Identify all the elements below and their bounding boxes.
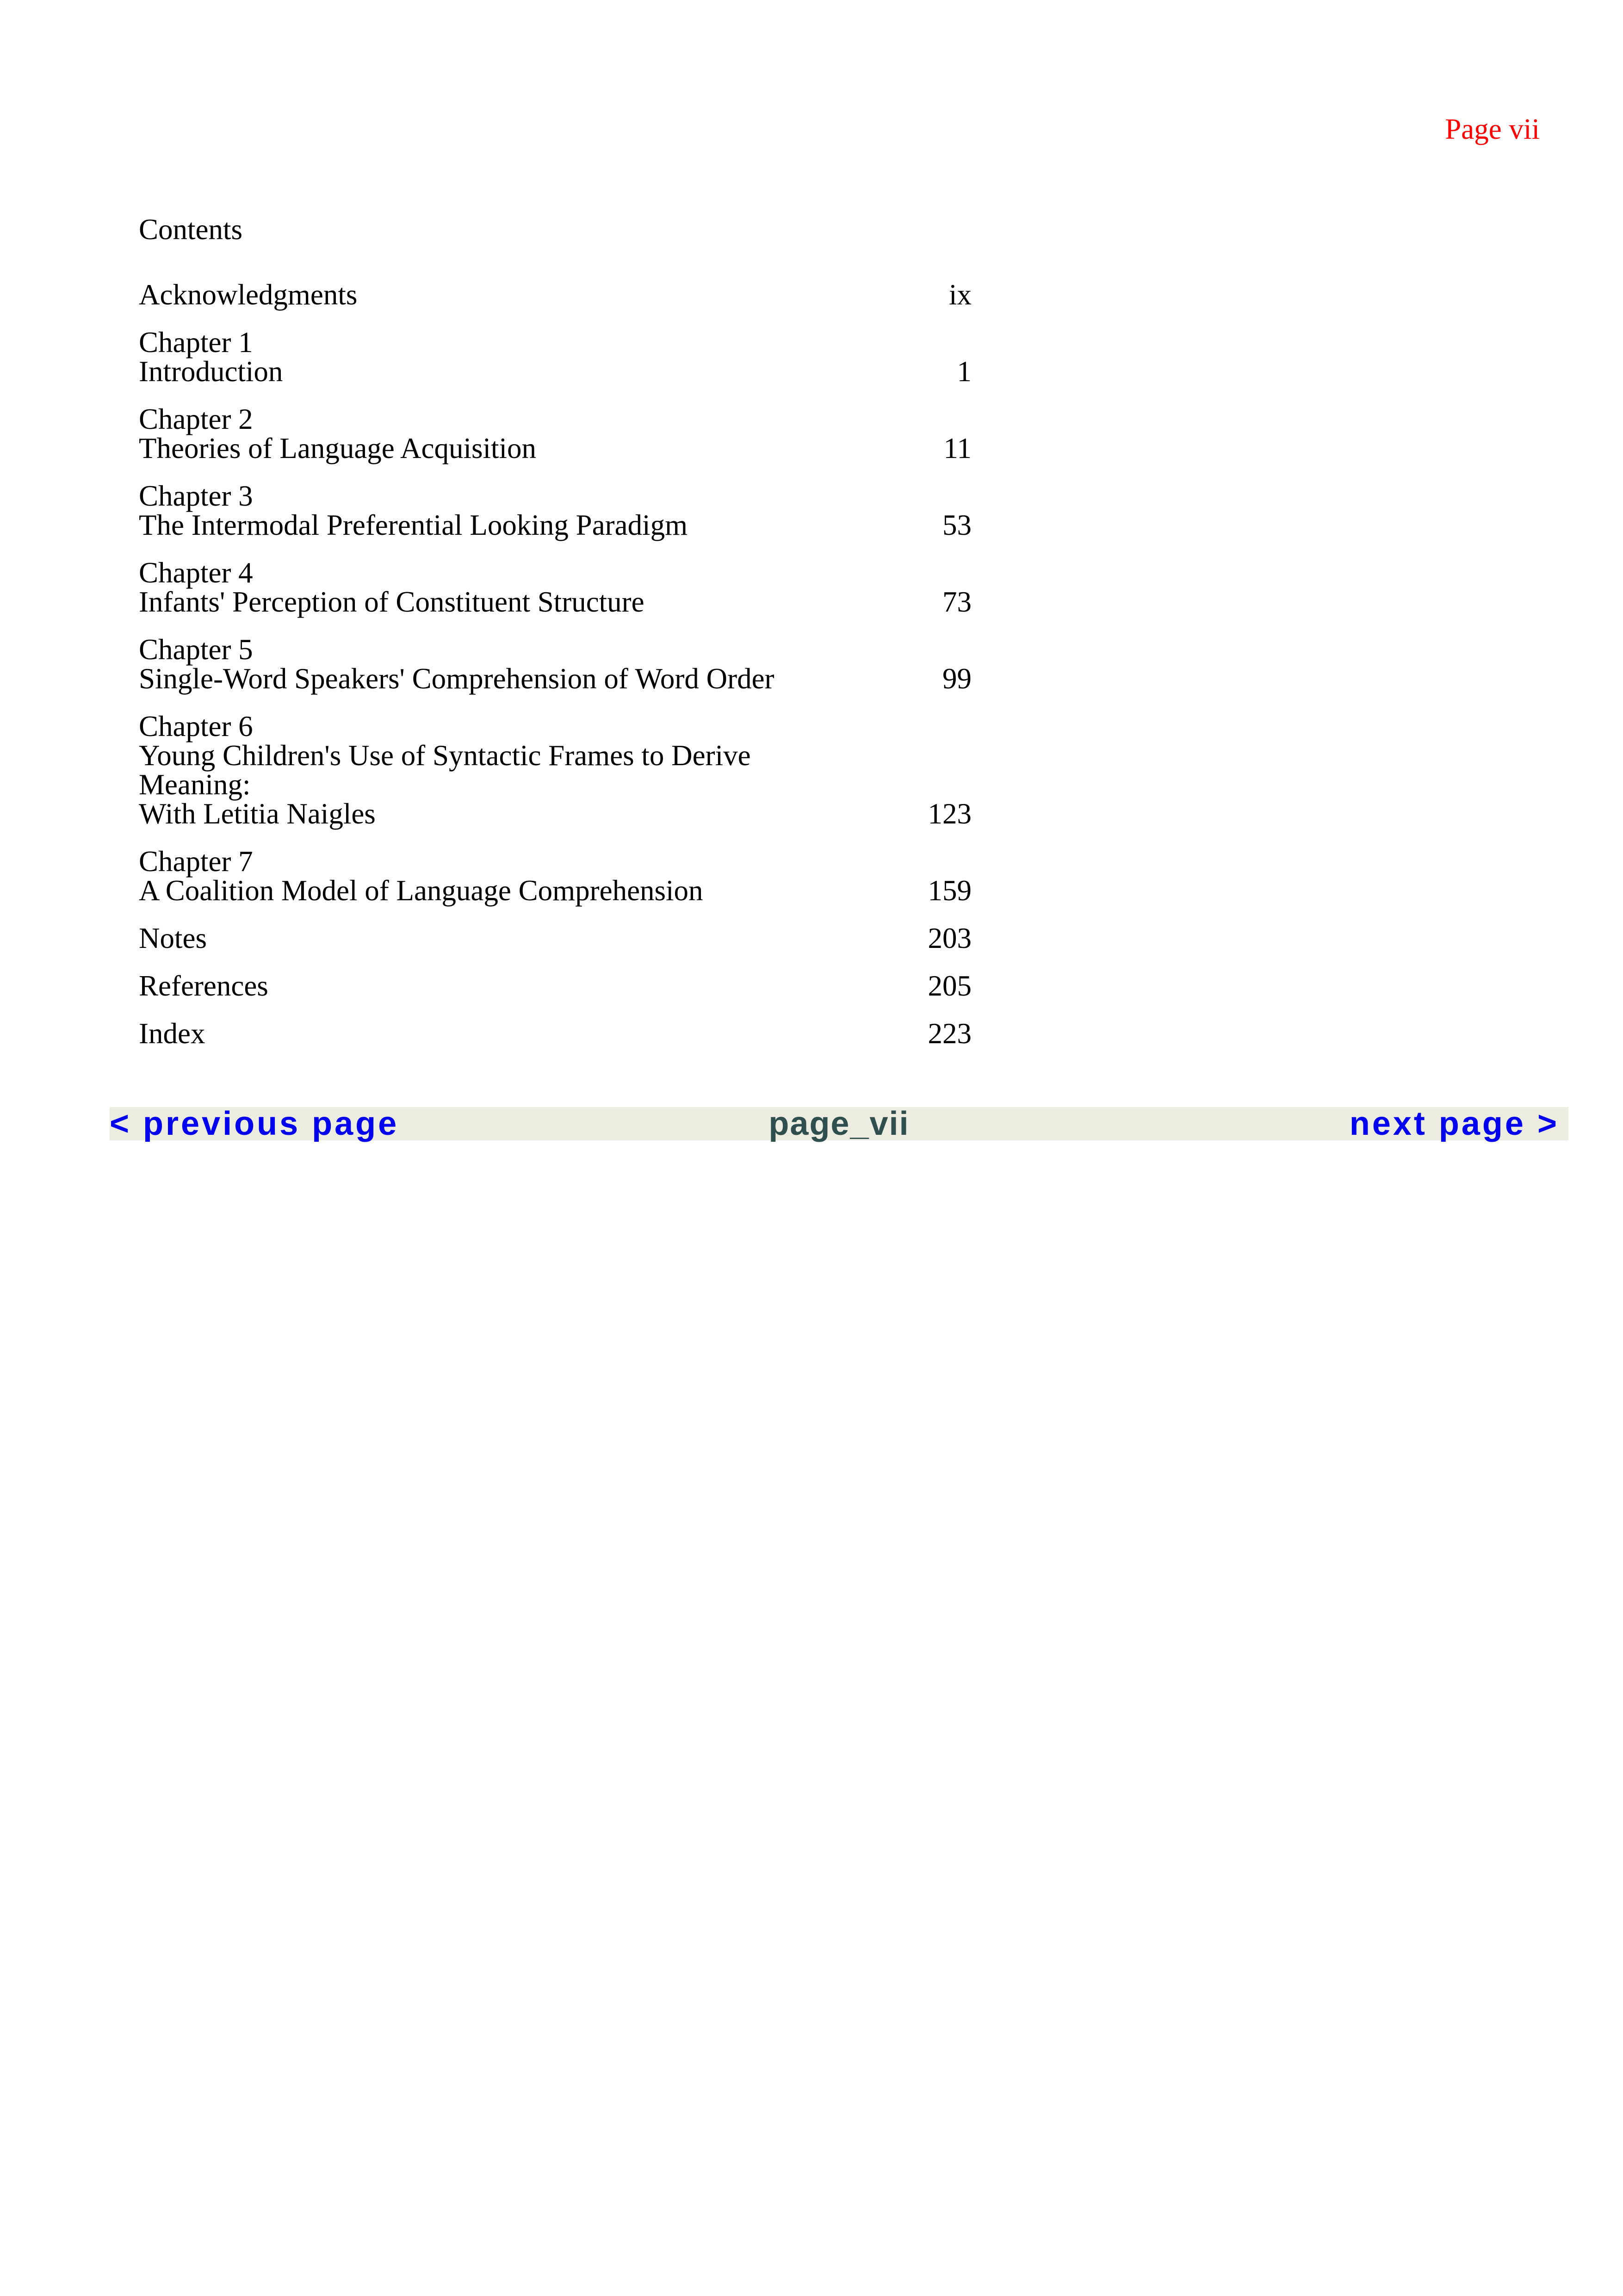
toc-page-number: 1 [957, 355, 972, 388]
toc-page-number: 99 [942, 662, 972, 695]
toc-page-number: 205 [928, 970, 972, 1002]
toc-entry-title: Single-Word Speakers' Comprehension of Word Order [139, 662, 774, 695]
toc-entry [139, 847, 972, 905]
page-marker: Page vii [1445, 113, 1540, 145]
toc-chapter-label: Chapter 4 [139, 557, 253, 589]
toc-entry-title: A Coalition Model of Language Comprehension [139, 874, 703, 907]
toc-chapter-label: Chapter 6 [139, 710, 253, 743]
toc-page-number: 223 [928, 1017, 972, 1050]
toc-entry [139, 558, 972, 617]
toc-chapter-label: Chapter 2 [139, 403, 253, 435]
toc-entry-subtitle: With Letitia Naigles [139, 798, 376, 830]
toc-entry [139, 635, 972, 693]
toc-entry [139, 924, 972, 953]
toc-page-number: 203 [928, 922, 972, 954]
toc-entry [139, 328, 972, 386]
toc-entry [139, 405, 972, 463]
table-of-contents [139, 280, 972, 1067]
toc-chapter-label: Chapter 1 [139, 326, 253, 359]
toc-page-number: 73 [942, 586, 972, 618]
next-page-link[interactable]: next page > [1349, 1105, 1559, 1142]
toc-page-number: ix [948, 278, 972, 311]
toc-entry [139, 280, 972, 309]
toc-page-number: 11 [943, 432, 972, 464]
toc-entry-title: Notes [139, 922, 207, 954]
toc-entry [139, 712, 972, 829]
toc-entry-title: Index [139, 1017, 205, 1050]
toc-entry-title: Acknowledgments [139, 278, 358, 311]
toc-chapter-label: Chapter 7 [139, 845, 253, 878]
toc-heading: Contents [139, 213, 243, 246]
toc-entry-title: The Intermodal Preferential Looking Paradigm [139, 509, 688, 541]
toc-entry [139, 482, 972, 540]
toc-page-number: 53 [942, 509, 972, 541]
toc-page-number: 123 [928, 798, 972, 830]
current-page-label: page_vii [768, 1105, 910, 1142]
page-navigation-bar [110, 1107, 1568, 1140]
toc-entry-title: Infants' Perception of Constituent Structure [139, 586, 644, 618]
previous-page-link[interactable]: < previous page [110, 1105, 399, 1142]
toc-chapter-label: Chapter 3 [139, 480, 253, 512]
toc-entry-title: Theories of Language Acquisition [139, 432, 537, 464]
toc-entry-title: Young Children's Use of Syntactic Frames to Derive Meaning: [139, 739, 751, 801]
toc-chapter-label: Chapter 5 [139, 633, 253, 666]
toc-entry [139, 1019, 972, 1048]
toc-entry-title: Introduction [139, 355, 283, 388]
toc-page-number: 159 [928, 874, 972, 907]
toc-entry [139, 972, 972, 1001]
toc-entry-title: References [139, 970, 268, 1002]
